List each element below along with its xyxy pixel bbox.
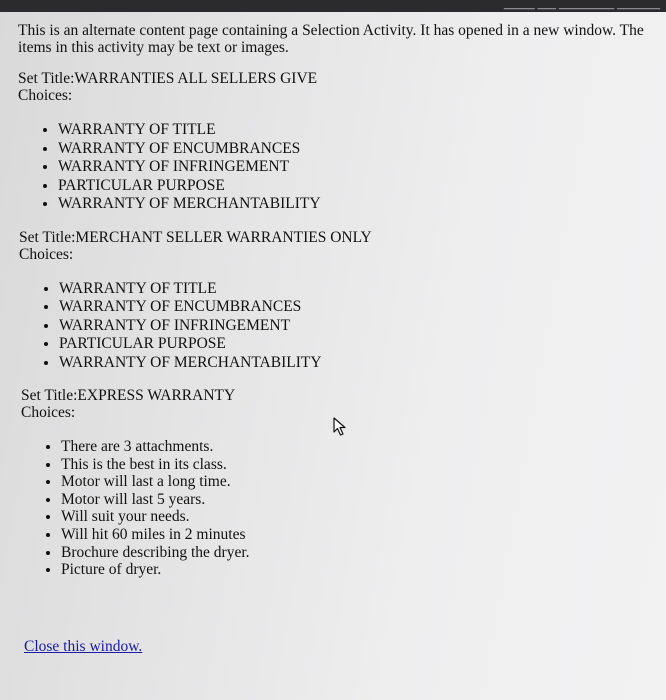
choice-item: • WARRANTY OF TITLE	[58, 121, 648, 140]
close-window-link[interactable]: Close this window.	[24, 638, 143, 655]
browser-top-bar	[0, 0, 666, 12]
choices-list	[21, 438, 648, 579]
choice-item: • Will hit 60 miles in 2 minutes	[61, 526, 648, 544]
set-title: Set Title:EXPRESS WARRANTY	[21, 387, 236, 404]
mouse-pointer-icon	[333, 417, 349, 437]
choice-item: • Motor will last 5 years.	[61, 491, 648, 509]
selection-set-3	[21, 387, 648, 579]
choice-item: • Will suit your needs.	[61, 508, 648, 526]
choice-item: • Brochure describing the dryer.	[61, 544, 648, 562]
choice-item: • PARTICULAR PURPOSE	[59, 335, 648, 354]
selection-set-2	[19, 229, 648, 373]
set-title: Set Title:WARRANTIES ALL SELLERS GIVE	[18, 70, 318, 87]
choice-item: • This is the best in its class.	[61, 456, 648, 474]
choice-item: • WARRANTY OF MERCHANTABILITY	[58, 195, 648, 214]
intro-text: This is an alternate content page containing a Selection Activity. It has opened in a new window. The items in this activity may be text or images.	[18, 22, 644, 56]
choice-item: • WARRANTY OF TITLE	[59, 280, 648, 299]
choice-item: • WARRANTY OF ENCUMBRANCES	[58, 140, 648, 159]
choice-item: • WARRANTY OF INFRINGEMENT	[59, 317, 648, 336]
choices-list	[19, 280, 648, 373]
set-title: Set Title:MERCHANT SELLER WARRANTIES ONLY	[19, 228, 372, 246]
alternate-content-page	[18, 22, 648, 594]
choice-item: • WARRANTY OF INFRINGEMENT	[58, 158, 648, 177]
choices-label: Choices:	[21, 404, 76, 421]
choices-label: Choices:	[18, 87, 73, 104]
choice-item: • WARRANTY OF MERCHANTABILITY	[59, 354, 648, 373]
choice-item: • Picture of dryer.	[61, 561, 648, 579]
selection-set-1	[18, 70, 648, 214]
choices-label: Choices:	[19, 245, 74, 263]
choices-list	[18, 121, 648, 214]
choice-item: • WARRANTY OF ENCUMBRANCES	[59, 298, 648, 317]
choice-item: • There are 3 attachments.	[61, 438, 648, 456]
choice-item: • PARTICULAR PURPOSE	[58, 177, 648, 196]
choice-item: • Motor will last a long time.	[61, 473, 648, 491]
top-bar-partial-text: _____ ___ _________ _______	[504, 0, 660, 10]
